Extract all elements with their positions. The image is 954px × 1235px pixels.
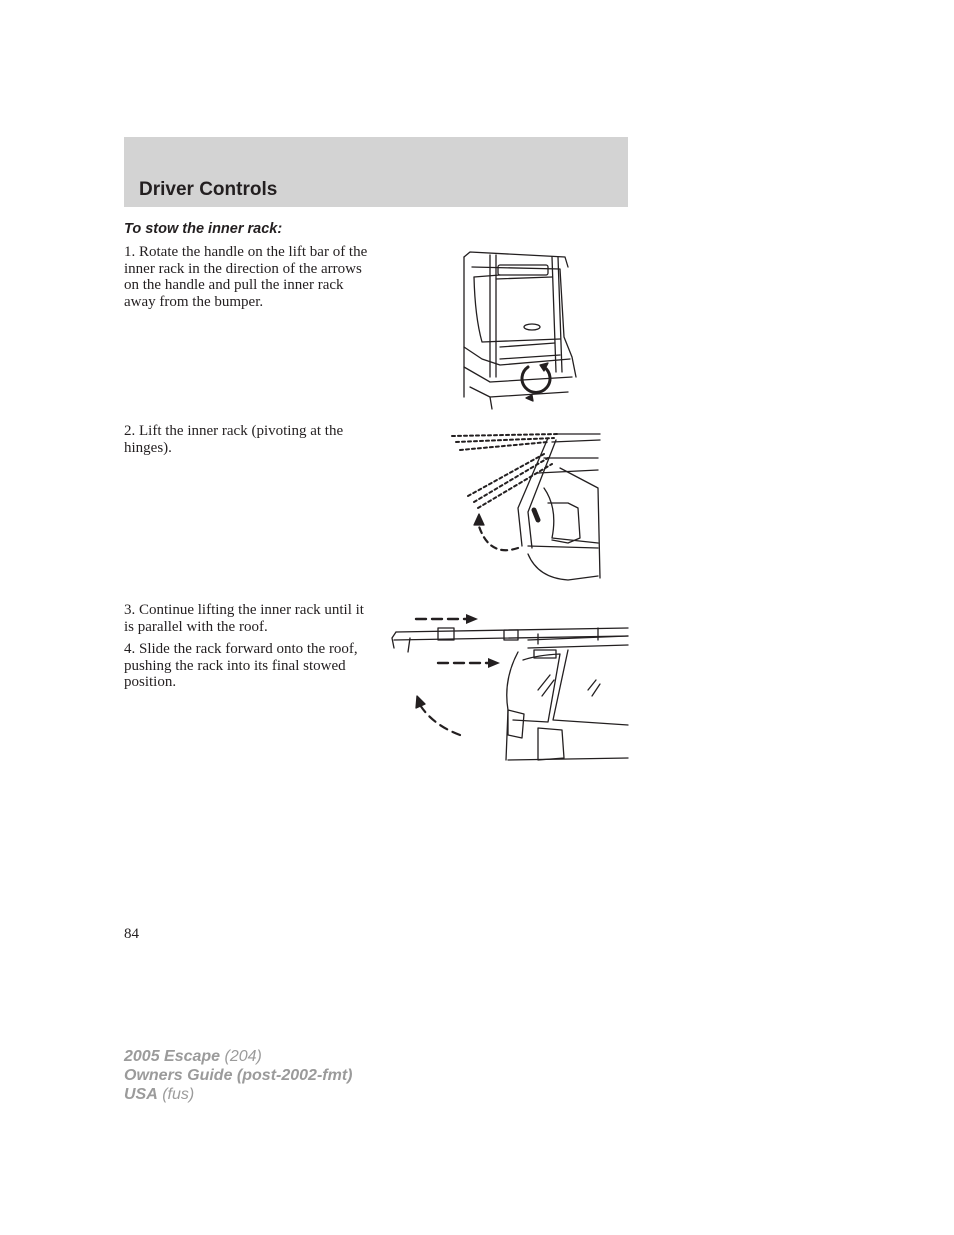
page-number: 84 <box>124 926 139 942</box>
footer-line-model <box>124 1047 352 1066</box>
footer-line-guide <box>124 1066 352 1085</box>
step-3-text: 3. Continue lifting the inner rack until it is parallel with the roof. <box>124 602 364 635</box>
footer-guide-name: Owners Guide (post-2002-fmt) <box>124 1067 353 1084</box>
footer-model-name: 2005 Escape <box>124 1048 221 1065</box>
footer-line-market <box>124 1085 352 1104</box>
step-2-text: 2. Lift the inner rack (pivoting at the hinges). <box>124 423 344 456</box>
step-4-text: 4. Slide the rack forward onto the roof, pushing the rack into its final stowed position. <box>124 641 358 691</box>
procedure-subheading: To stow the inner rack: <box>124 221 283 237</box>
figure-lift-rack <box>448 428 603 588</box>
figure-rotate-handle <box>460 247 580 412</box>
section-header-band <box>124 137 628 207</box>
document-footer <box>124 1047 352 1104</box>
footer-market-name: USA <box>124 1086 158 1103</box>
step-1-text: 1. Rotate the handle on the lift bar of the inner rack in the direction of the arrows on the handle and pull the inner rack away from the bumper. <box>124 244 368 310</box>
footer-market-code: (fus) <box>157 1086 195 1103</box>
footer-model-code: (204) <box>220 1048 262 1065</box>
figure-slide-rack <box>388 610 630 768</box>
section-title: Driver Controls <box>139 179 278 200</box>
